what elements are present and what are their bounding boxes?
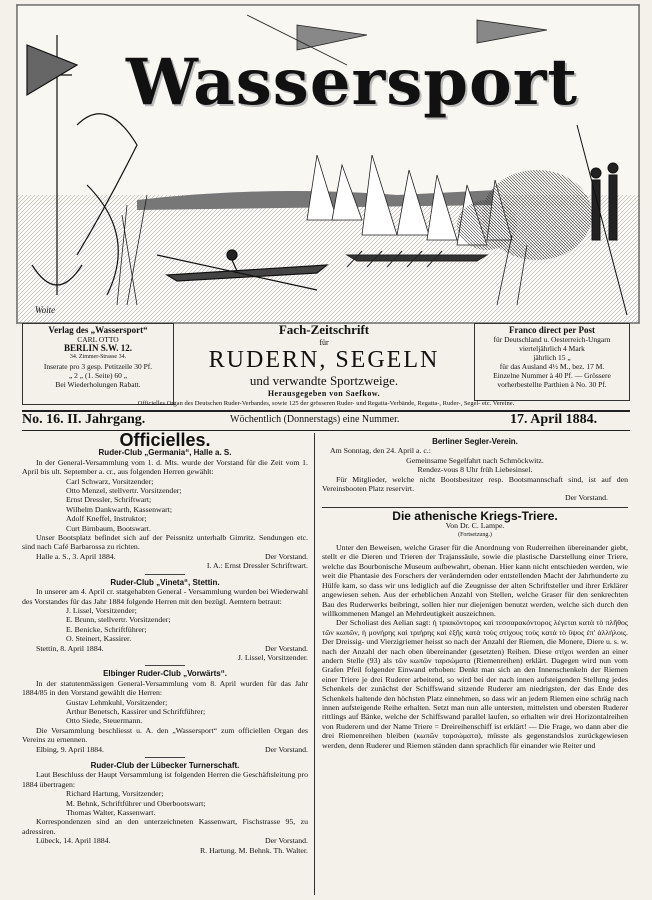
separator (145, 665, 185, 666)
masthead-title: Wassersport (125, 45, 579, 120)
signoff-name: J. Lissel, Vorsitzender. (237, 652, 308, 662)
subscription-line4: jährlich 15 „ (533, 353, 571, 362)
left-column (22, 430, 308, 855)
signoff-name: I. A.: Ernst Dressler Schriftwart. (206, 561, 308, 571)
organ-line: Officielles Organ des Deutschen Ruder-Verbandes, sowie 125 der grösseren Ruder- und Regatta-Verbände, Regatta-, Ruder-, Segel- etc. Vereine. (137, 400, 515, 407)
name-line: Thomas Walter, Kassenwart. (66, 808, 156, 818)
name-line: Gustav Lehmkuhl, Vorsitzender; (66, 697, 168, 707)
section-heading: Officielles. (119, 430, 211, 450)
subtitle-line5: Herausgegeben von Saefkow. (267, 389, 381, 398)
name-line: Ernst Dressler, Schriftwart; (66, 495, 152, 505)
signoff-place: Stettin, 8. April 1884. (36, 643, 104, 653)
name-line: Otto Menzel, stellvertr. Vorsitzender; (66, 486, 182, 496)
article-heading: Berliner Segler-Verein. (432, 437, 518, 446)
article-heading: Ruder-Club „Vineta“, Stettin. (110, 577, 220, 587)
subscription-line3: vierteljährlich 4 Mark (519, 344, 585, 353)
article-text: In unserer am 4. April cr. statgehabten General - Versammlung wurden bei Wiederwahl des Vorstandes für das Jahr 1884 folgende Herren mit den bezügl. Aemtern betraut: (22, 587, 308, 606)
subtitle-block (175, 322, 473, 398)
name-line: E. Benicke, Schriftführer; (66, 624, 147, 634)
notice-line: Rendez-vous 8 Uhr früh Liebesinsel. (417, 465, 533, 475)
name-line: E. Brunn, stellvertr. Vorsitzender; (66, 615, 171, 625)
name-line: Wilhelm Dankwarth, Kassenwart; (66, 504, 172, 514)
publisher-line5: Inserate pro 3 gesp. Petitzeile 30 Pf. (43, 362, 153, 371)
article-text: Laut Beschluss der Haupt Versammlung ist folgenden Herren die Geschäftsleitung pro 1884 übertragen: (22, 770, 308, 789)
article-text: In der statutenmässigen General-Versammlung vom 8. April wurden für das Jahr 1884/85 in den Vorstand gewählt die Herren: (22, 678, 308, 698)
separator (322, 507, 628, 508)
subscription-line6: Einzelne Nummer à 40 Pf. — Grössere (493, 371, 611, 380)
name-line: Adolf Kneffel, Instruktor; (66, 514, 147, 524)
separator (145, 757, 185, 758)
signoff-board: Der Vorstand. (264, 643, 308, 653)
article-heading: Die athenische Kriegs-Triere. (392, 508, 558, 523)
right-column (322, 434, 628, 750)
name-line: Carl Schwarz, Vorsitzender; (66, 476, 154, 486)
signoff-name: R. Hartung. M. Behnk. Th. Walter. (199, 845, 308, 855)
name-line: Arthur Benetsch, Kassirer und Schriftführer; (66, 706, 206, 716)
divider-bottom (22, 430, 630, 431)
artist-signature: Woite (35, 305, 56, 315)
article-heading: Ruder-Club „Germania“, Halle a. S. (98, 448, 232, 458)
article-text: In der General-Versammlung vom 1. d. Mts. wurde der Vorstand für die Zeit vom 1. April bis ult. September a. cr., aus folgenden Herren gewählt: (22, 457, 308, 477)
publisher-line2: CARL OTTO (77, 335, 119, 344)
notice-line: Am Sonntag, den 24. April a. c.: (330, 446, 431, 456)
article-text: Unser Bootsplatz befindet sich auf der Peissnitz unterhalb Gimritz. Sendungen etc. sind nach Café Barbarossa zu richten. (22, 533, 308, 552)
name-line: O. Steinert, Kassirer. (66, 634, 132, 644)
notice-line: Gemeinsame Segelfahrt nach Schmöckwitz. (406, 455, 544, 465)
signoff-board: Der Vorstand. (264, 744, 308, 754)
article-author: Von Dr. C. Lampe. (445, 521, 505, 531)
subscription-box (474, 323, 630, 401)
issue-date: 17. April 1884. (510, 412, 598, 427)
subscription-line5: für das Ausland 4½ M., bez. 17 M. (499, 362, 605, 371)
signoff-board: Der Vorstand. (564, 493, 608, 503)
signoff-place: Halle a. S., 3. April 1884. (36, 551, 116, 561)
signoff-line (22, 836, 308, 845)
signoff-place: Elbing, 9. April 1884. (36, 744, 105, 754)
subtitle-line2: für (319, 338, 329, 347)
subscription-line2: für Deutschland u. Oesterreich-Ungarn (493, 335, 611, 344)
column-divider (314, 433, 315, 895)
signoff-place: Lübeck, 14. April 1884. (36, 836, 111, 846)
subscription-line1: Franco direct per Post (509, 325, 595, 335)
name-line: Curt Birnbaum, Bootswart. (66, 523, 151, 533)
separator (145, 574, 185, 575)
subtitle-line4: und verwandte Sportzweige. (249, 373, 399, 388)
publisher-line1: Verlag des „Wassersport“ (48, 325, 148, 335)
publisher-line4: 34. Zimmer-Strasse 34. (69, 354, 127, 360)
publisher-line6: „ 2 „ (1. Seite) 60 „ (68, 371, 128, 380)
issue-number: No. 16. II. Jahrgang. (22, 412, 146, 427)
article-paragraph: Der Scholiast des Aelian sagt: ἡ τριακόντορος καὶ τεσσαρακόντορος λέγεται κατὰ τὸ πλῆθος τῶν κωπῶν, ἡ μονήρης καὶ τριήρης καὶ ἑξῆς κατὰ τοὺς στίχους τοὺς κατὰ τὸ ὕψος ἐπ' ἀλλήλοις. Der Dreissig- und Vierzigriemer heisst so nach der Anzahl der Riemen, die Monere, Diere u. s. w. nach der Anzahl der nach oben übereinander (gesetzten) Reihen. Diese στίχοι werden an einer andern Stelle (93) als τῶν κωπῶν ταρσώματα (Riemenreihen) erklärt. Dagegen wird nun vom Grafen Pfeil folgender Einwand erhoben: Denkt man sich an den Innenschenkeln der Riemen einer Triere je drei Ruderer arbeitend, so wird bei der nach innen aufsteigenden Stellung jedes Schenkels der zunächst der Schiffswand sitzende Ruderer am niedrigsten, der das Ende des Schenkels haltende den höchsten Platz einnehmen, so dass wir an jedem Riemen eine schräg nach innen aufsteigende Reihe erhalten. Setzt man nun alle untersten, mittelsten und obersten Ruderer rittlings auf Bänke, welche der Schiffswand parallel laufen, so erhalten wir drei Horizontalreihen von Ruderern und der Name Triere = Dreireihenschiff ist erklärt! — Die Frage, wo dann aber die drei Riemenreihen bleiben (κωπῶν ταρσώματα), müsste als gegenstandslos zurückgewiesen werden, denn Ruderer und Riemen ständen dann sprachlich für einander wie Reiter und (322, 618, 628, 750)
subscription-line7: vorherbestellte Parthien à No. 30 Pf. (497, 380, 607, 389)
name-line: J. Lissel, Vorsitzender; (66, 605, 137, 615)
signoff-board: Der Vorstand. (264, 836, 308, 846)
signoff-line (22, 745, 308, 754)
article-text: Für Mitglieder, welche nicht Bootsbesitzer resp. Bootsmannschaft sind, ist auf den Vereinsbooten Platz reservirt. (322, 474, 628, 494)
article-paragraph: Unter den Beweisen, welche Graser für die Anordnung von Ruderreihen übereinander giebt, stellt er die Dieren und Trieren der Trajanssäule, sowie die plastische Darstellung einer Triere, welche das Bourbonische Museum aufbewahrt, obenan. Hier kann nicht entschieden werden, wie weit die Phantasie des Forschers der verändernden oder entstellenden Macht der Jahrhunderte zu Hülfe kam, so dass wir uns lediglich auf die Zeugnisse der alten Schriftsteller und ihrer Erklärer angewiesen sehen. Aus der erheblichen Anzahl von Stellen, welche Graser für den senkrechten Bau des Ruderwerks beibringt, sollen hier nur diejenigen benutzt werden, welche sich durch den willkommenen Mangel an Mehrdeutigkeit auszeichnen. (322, 543, 628, 618)
article-text: Korrespondenzen sind an den unterzeichneten Kassenwart, Fischstrasse 95, zu adressiren. (22, 817, 308, 836)
article-text: Die Versammlung beschliesst u. A. den „Wassersport“ zum officiellen Organ des Vereins zu ernennen. (22, 725, 308, 745)
publisher-line3: BERLIN S.W. 12. (64, 343, 132, 353)
publisher-line7: Bei Wiederholungen Rabatt. (55, 380, 141, 389)
signoff-board: Der Vorstand. (264, 551, 308, 561)
name-line: Richard Hartung, Vorsitzender; (66, 789, 164, 799)
publication-frequency: Wöchentlich (Donnerstags) eine Nummer. (230, 414, 400, 425)
subtitle-line3: RUDERN, SEGELN (208, 347, 440, 373)
publisher-box (22, 323, 174, 405)
signoff-line (22, 552, 308, 561)
subtitle-line1: Fach-Zeitschrift (278, 322, 370, 337)
name-line: Otto Siede, Steuermann. (66, 716, 143, 726)
name-line: M. Behnk, Schriftführer und Oberbootswart; (66, 798, 206, 808)
article-heading: Elbinger Ruder-Club „Vorwärts“. (103, 669, 227, 679)
article-heading: Ruder-Club der Lübecker Turnerschaft. (90, 761, 240, 770)
signoff-line (22, 644, 308, 653)
masthead-engraving (16, 4, 640, 324)
article-continued: (Fortsetzung.) (458, 531, 492, 538)
